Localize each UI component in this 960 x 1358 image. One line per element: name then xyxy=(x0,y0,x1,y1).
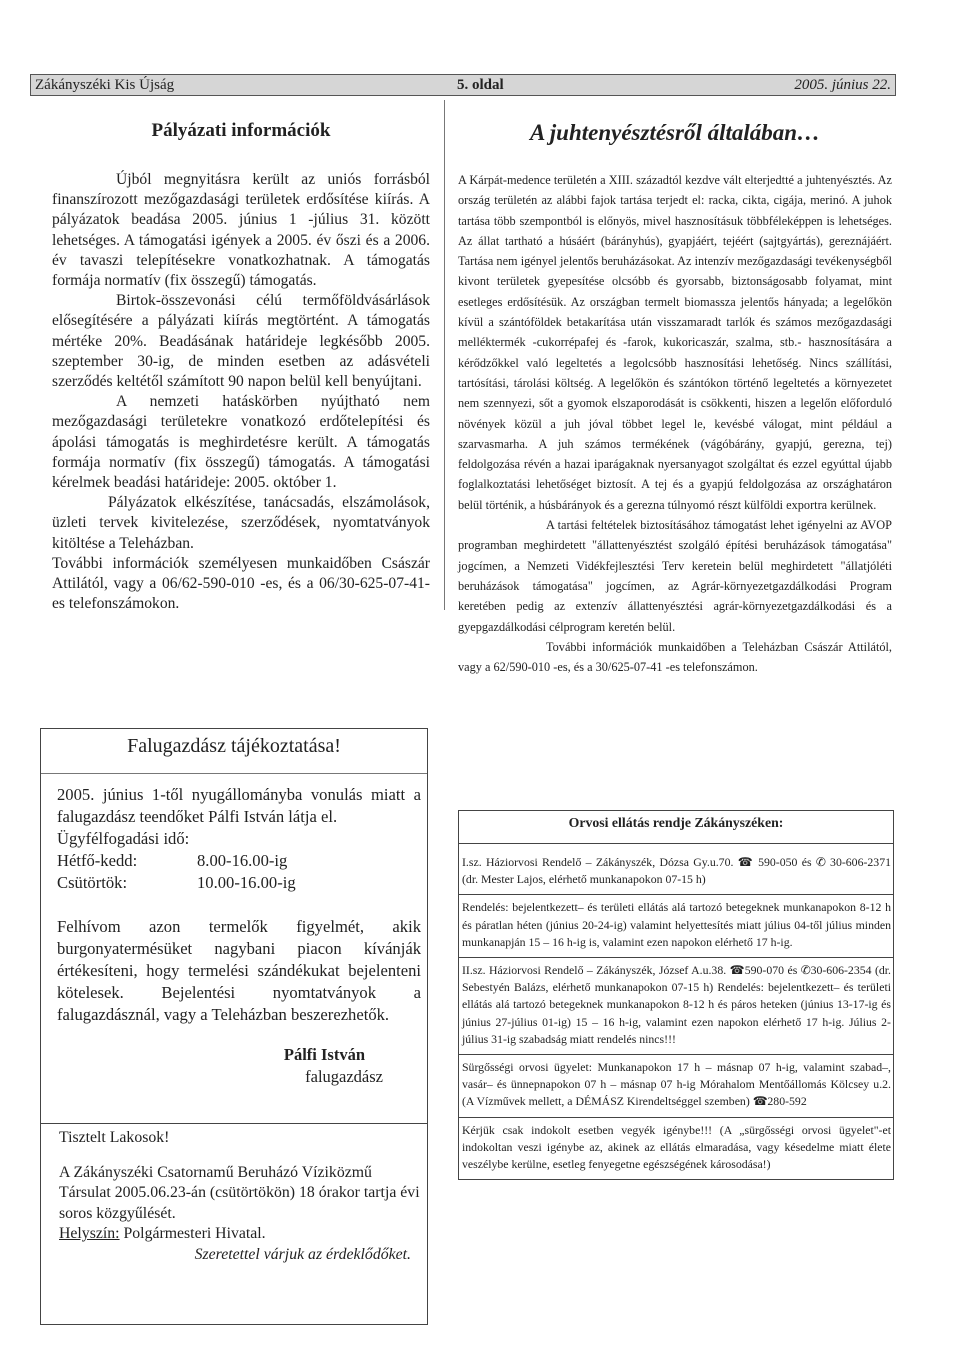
newspaper-name: Zákányszéki Kis Újság xyxy=(35,77,175,93)
palyazati-article xyxy=(52,120,430,614)
falugazdasz-box xyxy=(40,728,428,1124)
clinic-1-hours: Rendelés: bejelentkezett– és területi ellátás alá tartozó betegeknek munkanapokon 8-12 h és páratlan héten (június 20-24-ig) valamint helyettesítés miatt július 04-től július minden munkanapján 15 – 16 h-ig is, valamint ezen napokon elérhető 17 h-ig. xyxy=(459,894,893,957)
notice-box xyxy=(40,1122,428,1325)
paragraph: A tartási feltételek biztosításához támogatást lehet igényelni az AVOP programban meghirdetett "állattenyésztést szolgáló építési beruházások támogatása" jogcímen, a Nemzeti Vidékfejlesztési Terv keretein belül meghirdetett "állatjóléti beruházások támogatása" jogcímen, az Agrár-környezetgazdálkodási Program keretében pedig az extenzív állattenyésztési agrár-környezetgazdálkodási és a gyepgazdálkodási célprogram keretén belül. xyxy=(458,518,892,634)
closing: Szeretettel várjuk az érdeklődőket. xyxy=(194,1245,411,1263)
hours-row: Hétfő-kedd: 8.00-16.00-ig xyxy=(57,851,288,870)
paragraph: A nemzeti hatáskörben nyújtható nem mezőgazdasági területekre vonatkozó erdőtelepítési és ápolási támogatás is meghirdetésre került. A támogatás formája normatív (fix összegű) támogatás. A támogatási kérelmek beadási határideje: 2005. október 1. xyxy=(52,393,430,492)
signature xyxy=(41,1044,427,1088)
paragraph: 2005. június 1-től nyugállományba vonulás miatt a falugazdász teendőket Pálfi István látja el. xyxy=(57,785,421,826)
orvosi-box xyxy=(458,810,894,1180)
emergency-note: Kérjük csak indokolt esetben vegyék igénybe!!! (A „sürgősségi orvosi ügyelet"-et indokoltan veszi igénybe az, akinek az ellátás elmaradása, vagy késedelme miatt élete veszélybe kerülne, esetleg fenyegetne egészségének károsodása!) xyxy=(459,1117,893,1180)
signature-role: falugazdász xyxy=(305,1067,383,1086)
paragraph: További információk munkaidőben a Teleházban Császár Attilától, vagy a 62/590-010 -es, és a 30/625-07-41 -es telefonszámon. xyxy=(458,639,892,675)
hours-row: Csütörtök: 10.00-16.00-ig xyxy=(57,873,296,892)
paragraph: Felhívom azon termelők figyelmét, akik burgonyatermésüket nagybani piacon kívánják értékesíteni, hogy termelési szándékukat bejelenteni kötelesek. Bejelentési nyomtatványok a falugazdásznál, vagy a Teleházban beszerezhetők. xyxy=(57,917,421,1024)
juhtenyesztes-article xyxy=(458,120,892,677)
paragraph: További információk személyesen munkaidőben Császár Attilától, vagy a 06/62-590-010 -es, és a 06/30-625-07-41-es telefonszámokon. xyxy=(52,554,430,613)
paragraph: A Zákányszéki Csatornamű Beruházó Víziközmű Társulat 2005.06.23-án (csütörtökön) 18 órakor tartja évi soros közgyűlését. xyxy=(59,1163,420,1222)
page-header xyxy=(30,74,896,96)
paragraph: Birtok-összevonási célú termőföldvásárlások elősegítésére a pályázati kiírás megtörtént. A támogatás mértéke 20%. Beadásának határideje legkésőbb 2005. szeptember 30-ig, de minden esetben az adásvételi szerződés keltétől számított 90 napon belül kell benyújtani. xyxy=(52,292,430,391)
article-title: Pályázati információk xyxy=(151,120,331,141)
box-title: Falugazdász tájékoztatása! xyxy=(127,735,341,757)
greeting: Tisztelt Lakosok! xyxy=(59,1129,170,1146)
hours-title: Ügyfélfogadási idő: xyxy=(57,829,190,848)
box-title: Orvosi ellátás rendje Zákányszéken: xyxy=(459,811,893,844)
clinic-1: I.sz. Háziorvosi Rendelő – Zákányszék, Dózsa Gy.u.70. ☎ 590-050 és ✆ 30-606-2371 (dr. Mester Lajos, elérhető munkanapokon 07-15 h) xyxy=(462,855,891,887)
page-number: 5. oldal xyxy=(457,77,504,93)
column-divider xyxy=(444,100,445,610)
issue-date: 2005. június 22. xyxy=(794,77,891,93)
emergency: Sürgősségi orvosi ügyelet: Munkanapokon 17 h – másnap 07 h-ig, valamint szabad–, vasár– és ünnepnapokon 07 h – másnap 07 h-ig Mórahalom Mentőállomás Kölcsey u.2. (A Vízművek mellett, a DÉMÁSZ Kirendeltséggel szemben) ☎280-592 xyxy=(459,1054,893,1117)
paragraph: Pályázatok elkészítése, tanácsadás, elszámolások, üzleti tervek kivitelezése, szerződések, nyomtatványok kitöltése a Teleházban. xyxy=(52,494,430,552)
clinic-2: II.sz. Háziorvosi Rendelő – Zákányszék, József A.u.38. ☎590-070 és ✆30-606-2354 (dr. Sebestyén Balázs, elérhető munkanapokon 07-15 h) Rendelés: bejelentkezett– és területi ellátás alá tartozó betegeknek munkanapokon 8-12 h és páros heteken (június 13-17-ig és június 27-július 01-ig) 15 – 16 h-ig, valamint ezen napokon elérhető 17 h-ig. Július 2-július 31-ig szabadság miatt rendelés nincs!!! xyxy=(459,957,893,1054)
paragraph: A Kárpát-medence területén a XIII. századtól kezdve vált elterjedtté a juhtenyésztés. Az ország területén az alábbi fajok tartása terjedt el: racka, cikta, cigája, merinó. A juhok tartása több szempontból is előnyös, mivel hasznosításuk többféleképpen is lehetséges. Az állat tartható a húsáért (bárányhús), gyapjáért, tejéért (sajtgyártás), gereznájáért. Tartása nem igényel jelentős beruházásokat. Az intenzív mezőgazdasági tevékenységből kivont területek gyepesítése olcsóbb és gyorsabb, biztonságosabb folyamat, mint esetleges erdősítésük. Az országban termelt biomassza jelentős hányada; a legelőkön kívül a szántóföldek betakarítása után visszamaradt tarlók és számos mezőgazdasági melléktermék -cukorrépafej és -farok, kukoricaszár, szalma, stb.- hasznosítására a kérődzőkkel való legeltetés a legolcsóbb hasznosítási lehetőség. Nincs szállítási, tartósítási, tárolási költség. A legelőkön és szántókon történő legeltetés a környezetet nem szennyezi, sőt a gyomok elszaporodását is csökkenti, hiszen a legelőn előforduló növények közül a juh jóval többet legel le, kevésbé válogat, mint például a szarvasmarha. A juh számos termékének (vágóbárány, gyapjú, gerezna, tej) feldolgozása révén a hazai iparágaknak nyersanyagot szolgáltat és ezzel egyúttal újabb foglalkoztatási lehetőséget biztosít. A tej és a gyapjú feldolgozása az országhatáron belül történik, a húsbárányok és a gerezna túlnyomó részt külföldi exportra kerülnek. xyxy=(458,173,892,512)
article-title: A juhtenyésztésről általában… xyxy=(529,120,821,145)
signature-name: Pálfi István xyxy=(283,1045,365,1064)
divider xyxy=(41,773,427,774)
paragraph: Újból megnyitásra került az uniós forrásból finanszírozott mezőgazdasági területek erdősítése kiírás. A pályázatok beadása 2005. június 1 -július 31. között lehetséges. A támogatási igények a 2005. év őszi és a 2006. év tavaszi telepítésekre vonatkozhatnak. A támogatás formája normatív (fix összegű) támogatás. xyxy=(52,171,430,290)
place-line: Helyszín: Polgármesteri Hivatal. xyxy=(59,1225,266,1243)
